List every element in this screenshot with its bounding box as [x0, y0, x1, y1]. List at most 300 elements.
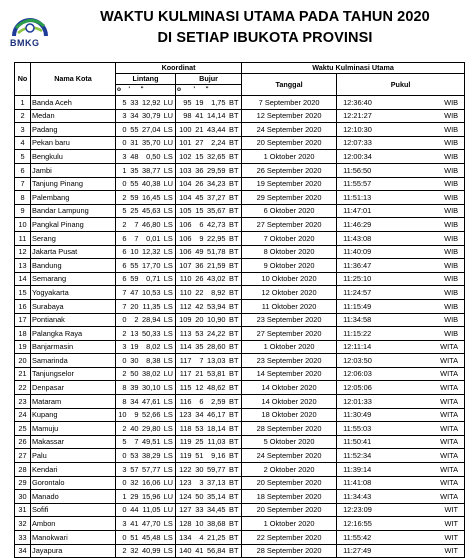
culmination-time: 12:06:03 [337, 367, 427, 381]
table-row [15, 517, 465, 531]
lon-deg: 119 [176, 435, 193, 449]
table-row [15, 191, 465, 205]
row-no: 28 [15, 463, 31, 477]
row-no: 27 [15, 449, 31, 463]
lon-dir: BT [227, 313, 242, 327]
lat-min: 55 [128, 123, 140, 137]
city-name: Palembang [31, 191, 116, 205]
lon-dir: BT [227, 544, 242, 558]
header-lat-min: ' [128, 85, 140, 96]
lat-sec: 10,53 [140, 286, 162, 300]
header-lat-dir [162, 85, 176, 96]
lat-sec: 46,80 [140, 218, 162, 232]
row-no: 29 [15, 476, 31, 490]
header-lon-sec: " [205, 85, 227, 96]
lon-min: 19 [193, 96, 205, 110]
culmination-time: 11:52:34 [337, 449, 427, 463]
row-no: 4 [15, 136, 31, 150]
culmination-date: 7 Oktober 2020 [242, 231, 337, 245]
city-name: Sofifi [31, 503, 116, 517]
lon-dir: BT [227, 299, 242, 313]
lat-dir: LS [162, 435, 176, 449]
lat-dir: LS [162, 354, 176, 368]
lon-sec: 56,84 [205, 544, 227, 558]
lat-sec: 15,96 [140, 490, 162, 504]
city-name: Manokwari [31, 531, 116, 545]
lon-sec: 46,17 [205, 408, 227, 422]
time-zone: WIB [427, 259, 465, 273]
time-zone: WIT [427, 531, 465, 545]
table-row [15, 367, 465, 381]
lat-deg: 3 [116, 463, 128, 477]
lon-min: 21 [193, 367, 205, 381]
kulminasi-table [14, 62, 465, 558]
table-row [15, 354, 465, 368]
time-zone: WIB [427, 218, 465, 232]
row-no: 30 [15, 490, 31, 504]
lat-deg: 0 [116, 177, 128, 191]
culmination-time: 11:36:47 [337, 259, 427, 273]
table-row [15, 340, 465, 354]
lat-dir: LU [162, 109, 176, 123]
row-no: 3 [15, 123, 31, 137]
row-no: 14 [15, 272, 31, 286]
lat-deg: 2 [116, 218, 128, 232]
time-zone: WIB [427, 272, 465, 286]
lon-sec: 2,59 [205, 395, 227, 409]
row-no: 16 [15, 299, 31, 313]
lon-min: 53 [193, 327, 205, 341]
lon-deg: 123 [176, 408, 193, 422]
lat-min: 55 [128, 177, 140, 191]
row-no: 22 [15, 381, 31, 395]
row-no: 6 [15, 163, 31, 177]
lat-dir: LS [162, 531, 176, 545]
culmination-date: 18 September 2020 [242, 490, 337, 504]
lat-deg: 0 [116, 503, 128, 517]
lat-deg: 0 [116, 449, 128, 463]
lat-deg: 0 [116, 313, 128, 327]
header-city: Nama Kota [31, 63, 116, 96]
lon-deg: 106 [176, 245, 193, 259]
culmination-time: 12:10:30 [337, 123, 427, 137]
row-no: 24 [15, 408, 31, 422]
lon-sec: 1,75 [205, 96, 227, 110]
lon-min: 15 [193, 150, 205, 164]
culmination-time: 11:30:49 [337, 408, 427, 422]
lat-deg: 5 [116, 204, 128, 218]
lat-min: 57 [128, 463, 140, 477]
lat-min: 2 [128, 313, 140, 327]
culmination-date: 12 Oktober 2020 [242, 286, 337, 300]
row-no: 10 [15, 218, 31, 232]
lat-sec: 45,63 [140, 204, 162, 218]
lon-dir: BT [227, 163, 242, 177]
city-name: Bandung [31, 259, 116, 273]
lat-min: 7 [128, 231, 140, 245]
lat-min: 20 [128, 299, 140, 313]
lat-min: 25 [128, 204, 140, 218]
lon-dir: BT [227, 259, 242, 273]
lat-deg: 2 [116, 367, 128, 381]
culmination-date: 14 September 2020 [242, 367, 337, 381]
lon-dir: BT [227, 408, 242, 422]
lat-min: 53 [128, 449, 140, 463]
header-no: No [15, 63, 31, 96]
time-zone: WITA [427, 490, 465, 504]
lat-deg: 0 [116, 136, 128, 150]
header-lon-deg: o [176, 85, 193, 96]
lon-min: 26 [193, 177, 205, 191]
culmination-time: 11:56:50 [337, 163, 427, 177]
lon-sec: 34,23 [205, 177, 227, 191]
lat-dir: LS [162, 204, 176, 218]
culmination-date: 8 Oktober 2020 [242, 245, 337, 259]
city-name: Ambon [31, 517, 116, 531]
row-no: 15 [15, 286, 31, 300]
lon-sec: 18,14 [205, 422, 227, 436]
lat-sec: 30,79 [140, 109, 162, 123]
lat-min: 39 [128, 381, 140, 395]
city-name: Kupang [31, 408, 116, 422]
table-row [15, 490, 465, 504]
lat-deg: 5 [116, 435, 128, 449]
lon-dir: BT [227, 245, 242, 259]
lat-min: 31 [128, 136, 140, 150]
lon-deg: 127 [176, 503, 193, 517]
row-no: 18 [15, 327, 31, 341]
city-name: Pontianak [31, 313, 116, 327]
lon-sec: 53,94 [205, 299, 227, 313]
lon-sec: 22,95 [205, 231, 227, 245]
lat-min: 7 [128, 218, 140, 232]
lon-dir: BT [227, 272, 242, 286]
row-no: 33 [15, 531, 31, 545]
lon-dir: BT [227, 286, 242, 300]
lon-deg: 122 [176, 463, 193, 477]
city-name: Semarang [31, 272, 116, 286]
city-name: Manado [31, 490, 116, 504]
lon-dir: BT [227, 218, 242, 232]
culmination-date: 14 Oktober 2020 [242, 395, 337, 409]
time-zone: WIT [427, 544, 465, 558]
lon-dir: BT [227, 463, 242, 477]
culmination-time: 11:55:57 [337, 177, 427, 191]
city-name: Mataram [31, 395, 116, 409]
lat-sec: 47,61 [140, 395, 162, 409]
lat-sec: 49,51 [140, 435, 162, 449]
time-zone: WIB [427, 204, 465, 218]
lat-sec: 57,77 [140, 463, 162, 477]
city-name: Pekan baru [31, 136, 116, 150]
culmination-time: 11:47:01 [337, 204, 427, 218]
lon-sec: 59,77 [205, 463, 227, 477]
time-zone: WITA [427, 463, 465, 477]
culmination-time: 12:23:09 [337, 503, 427, 517]
culmination-time: 12:11:14 [337, 340, 427, 354]
lat-dir: LS [162, 327, 176, 341]
lon-sec: 13,03 [205, 354, 227, 368]
lon-deg: 110 [176, 272, 193, 286]
lat-deg: 7 [116, 286, 128, 300]
lat-sec: 38,02 [140, 367, 162, 381]
time-zone: WITA [427, 422, 465, 436]
lat-min: 32 [128, 476, 140, 490]
time-zone: WIB [427, 96, 465, 110]
culmination-date: 20 September 2020 [242, 476, 337, 490]
culmination-time: 12:21:27 [337, 109, 427, 123]
header-bujur: Bujur [176, 74, 242, 85]
table-row [15, 218, 465, 232]
culmination-time: 11:43:08 [337, 231, 427, 245]
lat-min: 47 [128, 286, 140, 300]
city-name: Makassar [31, 435, 116, 449]
city-name: Samarinda [31, 354, 116, 368]
lat-sec: 8,38 [140, 354, 162, 368]
lat-deg: 1 [116, 163, 128, 177]
city-name: Tanjung Pinang [31, 177, 116, 191]
lon-sec: 9,16 [205, 449, 227, 463]
time-zone: WITA [427, 449, 465, 463]
lon-sec: 42,73 [205, 218, 227, 232]
lon-deg: 112 [176, 299, 193, 313]
culmination-date: 27 September 2020 [242, 327, 337, 341]
lat-min: 19 [128, 340, 140, 354]
header-koordinat: Koordinat [116, 63, 242, 74]
lon-min: 51 [193, 449, 205, 463]
lat-sec: 11,05 [140, 503, 162, 517]
lon-dir: BT [227, 136, 242, 150]
lon-min: 41 [193, 109, 205, 123]
culmination-time: 11:41:08 [337, 476, 427, 490]
lon-deg: 124 [176, 490, 193, 504]
lat-min: 7 [128, 435, 140, 449]
lon-sec: 2,24 [205, 136, 227, 150]
city-name: Palu [31, 449, 116, 463]
lon-sec: 35,67 [205, 204, 227, 218]
row-no: 19 [15, 340, 31, 354]
lon-deg: 140 [176, 544, 193, 558]
time-zone: WIB [427, 313, 465, 327]
city-name: Banda Aceh [31, 96, 116, 110]
table-row [15, 463, 465, 477]
lon-min: 50 [193, 490, 205, 504]
lon-sec: 10,90 [205, 313, 227, 327]
lat-sec: 38,77 [140, 163, 162, 177]
lat-dir: LS [162, 299, 176, 313]
lon-min: 35 [193, 340, 205, 354]
culmination-time: 11:24:57 [337, 286, 427, 300]
lon-deg: 98 [176, 109, 193, 123]
lat-deg: 5 [116, 96, 128, 110]
lon-min: 45 [193, 191, 205, 205]
lat-sec: 16,45 [140, 191, 162, 205]
culmination-date: 26 September 2020 [242, 163, 337, 177]
lon-min: 36 [193, 163, 205, 177]
lat-sec: 12,92 [140, 96, 162, 110]
lat-deg: 6 [116, 231, 128, 245]
row-no: 31 [15, 503, 31, 517]
lat-dir: LU [162, 490, 176, 504]
table-row [15, 231, 465, 245]
page-title-line1: WAKTU KULMINASI UTAMA PADA TAHUN 2020 [100, 9, 430, 25]
lat-deg: 6 [116, 272, 128, 286]
time-zone: WIB [427, 286, 465, 300]
lat-min: 41 [128, 517, 140, 531]
header-tanggal: Tanggal [242, 74, 337, 96]
table-row [15, 96, 465, 110]
lon-dir: BT [227, 191, 242, 205]
time-zone: WIB [427, 150, 465, 164]
city-name: Padang [31, 123, 116, 137]
lat-sec: 40,99 [140, 544, 162, 558]
table-row [15, 544, 465, 558]
lat-min: 34 [128, 395, 140, 409]
lon-min: 34 [193, 408, 205, 422]
lat-deg: 3 [116, 150, 128, 164]
lat-dir: LS [162, 340, 176, 354]
culmination-time: 11:46:29 [337, 218, 427, 232]
lat-dir: LS [162, 245, 176, 259]
lon-deg: 101 [176, 136, 193, 150]
lon-deg: 103 [176, 163, 193, 177]
table-row [15, 503, 465, 517]
lat-dir: LS [162, 408, 176, 422]
lat-deg: 0 [116, 476, 128, 490]
lat-sec: 11,35 [140, 299, 162, 313]
header-pukul: Pukul [337, 74, 465, 96]
culmination-time: 12:05:06 [337, 381, 427, 395]
city-name: Gorontalo [31, 476, 116, 490]
lat-sec: 0,71 [140, 272, 162, 286]
lat-min: 13 [128, 327, 140, 341]
culmination-date: 9 Oktober 2020 [242, 259, 337, 273]
lat-sec: 17,70 [140, 259, 162, 273]
lat-min: 40 [128, 422, 140, 436]
time-zone: WIB [427, 136, 465, 150]
culmination-time: 12:00:34 [337, 150, 427, 164]
lat-deg: 3 [116, 340, 128, 354]
table-row [15, 313, 465, 327]
lat-dir: LS [162, 123, 176, 137]
city-name: Banjarmasin [31, 340, 116, 354]
time-zone: WIB [427, 327, 465, 341]
lat-deg: 3 [116, 109, 128, 123]
lon-sec: 11,03 [205, 435, 227, 449]
lon-deg: 119 [176, 449, 193, 463]
lon-min: 15 [193, 204, 205, 218]
lat-dir: LS [162, 313, 176, 327]
table-row [15, 272, 465, 286]
lon-deg: 115 [176, 381, 193, 395]
time-zone: WIB [427, 231, 465, 245]
culmination-date: 10 Oktober 2020 [242, 272, 337, 286]
culmination-date: 23 September 2020 [242, 354, 337, 368]
lon-deg: 128 [176, 517, 193, 531]
lat-dir: LU [162, 476, 176, 490]
time-zone: WIT [427, 517, 465, 531]
culmination-time: 11:50:41 [337, 435, 427, 449]
lat-min: 48 [128, 150, 140, 164]
lat-deg: 2 [116, 327, 128, 341]
lon-sec: 32,65 [205, 150, 227, 164]
table-row [15, 531, 465, 545]
lat-sec: 0,01 [140, 231, 162, 245]
lat-deg: 0 [116, 531, 128, 545]
city-name: Kendari [31, 463, 116, 477]
lat-sec: 12,32 [140, 245, 162, 259]
lat-sec: 47,70 [140, 517, 162, 531]
time-zone: WIB [427, 109, 465, 123]
lat-sec: 27,04 [140, 123, 162, 137]
lon-min: 25 [193, 435, 205, 449]
lon-deg: 116 [176, 395, 193, 409]
row-no: 32 [15, 517, 31, 531]
bmkg-logo-text: BMKG [10, 38, 40, 48]
lon-deg: 107 [176, 259, 193, 273]
time-zone: WIB [427, 299, 465, 313]
lat-min: 34 [128, 109, 140, 123]
lon-sec: 38,68 [205, 517, 227, 531]
header-lon-min: ' [193, 85, 205, 96]
lat-deg: 0 [116, 123, 128, 137]
lon-min: 21 [193, 123, 205, 137]
header-lat-deg: o [116, 85, 128, 96]
lon-dir: BT [227, 96, 242, 110]
lat-min: 10 [128, 245, 140, 259]
lat-deg: 3 [116, 517, 128, 531]
time-zone: WIT [427, 503, 465, 517]
lon-deg: 104 [176, 177, 193, 191]
row-no: 12 [15, 245, 31, 259]
city-name: Jakarta Pusat [31, 245, 116, 259]
lat-sec: 38,29 [140, 449, 162, 463]
lat-dir: LS [162, 231, 176, 245]
lon-deg: 134 [176, 531, 193, 545]
culmination-date: 28 September 2020 [242, 422, 337, 436]
lat-dir: LU [162, 136, 176, 150]
lon-dir: BT [227, 367, 242, 381]
city-name: Palangka Raya [31, 327, 116, 341]
lon-sec: 21,59 [205, 259, 227, 273]
time-zone: WITA [427, 476, 465, 490]
lat-dir: LS [162, 395, 176, 409]
table-row [15, 435, 465, 449]
lon-deg: 118 [176, 422, 193, 436]
table-row [15, 299, 465, 313]
culmination-time: 12:16:55 [337, 517, 427, 531]
lat-sec: 45,48 [140, 531, 162, 545]
culmination-time: 11:15:49 [337, 299, 427, 313]
table-row [15, 381, 465, 395]
table-row [15, 408, 465, 422]
lat-dir: LS [162, 517, 176, 531]
culmination-time: 12:36:40 [337, 96, 427, 110]
culmination-date: 19 September 2020 [242, 177, 337, 191]
table-row [15, 204, 465, 218]
lon-min: 12 [193, 381, 205, 395]
city-name: Serang [31, 231, 116, 245]
culmination-date: 1 Oktober 2020 [242, 340, 337, 354]
lon-sec: 43,02 [205, 272, 227, 286]
city-name: Jambi [31, 163, 116, 177]
lon-dir: BT [227, 395, 242, 409]
lon-deg: 123 [176, 476, 193, 490]
lon-min: 3 [193, 476, 205, 490]
header-waktu: Waktu Kulminasi Utama [242, 63, 465, 74]
table-row [15, 177, 465, 191]
lat-dir: LU [162, 503, 176, 517]
